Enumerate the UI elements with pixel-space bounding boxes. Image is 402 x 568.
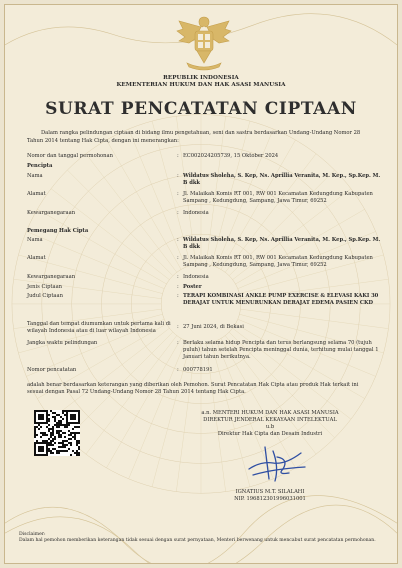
protection-period-label: Jangka waktu pelindungan bbox=[27, 340, 98, 346]
header-ministry: KEMENTERIAN HUKUM DAN HAK ASASI MANUSIA bbox=[116, 82, 286, 88]
work-title-label: Judul Ciptaan bbox=[27, 293, 63, 299]
colon: : bbox=[177, 274, 179, 280]
publish-label: Tanggal dan tempat diumumkan untuk pertama kali di wilayah Indonesia atau di luar wilayah Indonesia bbox=[27, 321, 171, 335]
closing-statement: adalah benar berdasarkan keterangan yang diberikan oleh Pemohon. Surat Pencatatan Hak Cipta atau produk Hak terkait ini sesuai dengan Pasal 72 Undang-Undang Nomor 28 Tahun 2014 tentang Hak Cipta. bbox=[27, 382, 359, 396]
application-label: Nomor dan tanggal permohonan bbox=[27, 153, 113, 159]
certificate-frame bbox=[4, 4, 398, 564]
intro-paragraph: Dalam rangka pelindungan ciptaan di bidang ilmu pengetahuan, seni dan sastra berdasarkan Undang-Undang Nomor 28 Tahun 2014 tentang Hak Cipta, dengan ini menerangkan: bbox=[27, 130, 361, 144]
creator-section-heading: Pencipta bbox=[27, 163, 53, 169]
creator-address-label: Alamat bbox=[27, 191, 46, 197]
creator-name: Wildatus Sholeha, S. Kep, Ns. Aprillia Veranita, M. Kep., Sp.Kep. M. B dkk bbox=[183, 173, 381, 187]
holder-name-label: Nama bbox=[27, 237, 43, 243]
holder-nationality: Indonesia bbox=[183, 274, 209, 280]
work-title: TERAPI KOMBINASI ANKLE PUMP EXERCISE & ELEVASI KAKI 30 DERAJAT UNTUK MENURUNKAN DERAJAT EDEMA PASIEN CKD bbox=[183, 293, 379, 307]
colon: : bbox=[177, 153, 179, 159]
holder-section-heading: Pemegang Hak Cipta bbox=[27, 228, 89, 234]
signature-line-1: a.n. MENTERI HUKUM DAN HAK ASASI MANUSIA bbox=[201, 410, 339, 416]
header-country: REPUBLIK INDONESIA bbox=[163, 75, 239, 81]
colon: : bbox=[177, 367, 179, 373]
colon: : bbox=[177, 284, 179, 290]
colon: : bbox=[177, 255, 179, 261]
colon: : bbox=[177, 173, 179, 179]
application-value: EC002024205739, 15 Oktober 2024 bbox=[183, 153, 279, 159]
signature-line-2: DIREKTUR JENDERAL KEKAYAAN INTELEKTUAL bbox=[203, 417, 337, 423]
record-number-value: 000778191 bbox=[183, 367, 213, 373]
signatory-name: IGNATIUS M.T. SILALAHI bbox=[235, 489, 305, 495]
colon: : bbox=[177, 191, 179, 197]
holder-nationality-label: Kewarganegaraan bbox=[27, 274, 76, 280]
colon: : bbox=[177, 340, 179, 346]
colon: : bbox=[177, 293, 179, 299]
signature-line-4: Direktur Hak Cipta dan Desain Industri bbox=[217, 431, 323, 437]
signature-line-3: u.b bbox=[265, 424, 275, 430]
signatory-nip: NIP. 196812301996031001 bbox=[234, 496, 306, 502]
colon: : bbox=[177, 324, 179, 330]
work-type: Poster bbox=[183, 284, 202, 290]
colon: : bbox=[177, 237, 179, 243]
creator-address: Jl. Malaikah Komis RT 001, RW 001 Kecamatan Kedungdung Kabupaten Sampang , Kedungdung, Sampang, Jawa Timur, 69252 bbox=[183, 191, 373, 205]
publish-value: 27 Juni 2024, di Bekasi bbox=[183, 324, 244, 330]
work-type-label: Jenis Ciptaan bbox=[27, 284, 63, 290]
certificate-content bbox=[5, 5, 397, 563]
disclaimer-heading: Disclaimer: bbox=[19, 532, 46, 537]
colon: : bbox=[177, 210, 179, 216]
creator-nationality: Indonesia bbox=[183, 210, 209, 216]
creator-name-label: Nama bbox=[27, 173, 43, 179]
creator-nationality-label: Kewarganegaraan bbox=[27, 210, 76, 216]
record-number-label: Nomor pencatatan bbox=[27, 367, 77, 373]
holder-address-label: Alamat bbox=[27, 255, 46, 261]
handwritten-signature-icon bbox=[243, 439, 311, 487]
certificate-title: SURAT PENCATATAN CIPTAAN bbox=[45, 99, 357, 119]
qr-code-icon bbox=[34, 410, 80, 456]
holder-name: Wildatus Sholeha, S. Kep, Ns. Aprillia Veranita, M. Kep., Sp.Kep. M. B dkk bbox=[183, 237, 381, 251]
protection-period-value: Berlaku selama hidup Pencipta dan terus berlangsung selama 70 (tujuh puluh) tahun setelah Pencipta meninggal dunia, terhitung mulai tanggal 1 Januari tahun berikutnya. bbox=[183, 340, 379, 361]
holder-address: Jl. Malaikah Komis RT 001, RW 001 Kecamatan Kedungdung Kabupaten Sampang , Kedungdung, Sampang, Jawa Timur, 69252 bbox=[183, 255, 373, 269]
garuda-emblem-icon bbox=[173, 11, 235, 73]
disclaimer-text: Dalam hal pemohon memberikan keterangan tidak sesuai dengan surat pernyataan, Menteri berwenang untuk mencabut surat pencatatan permohonan. bbox=[19, 538, 376, 543]
